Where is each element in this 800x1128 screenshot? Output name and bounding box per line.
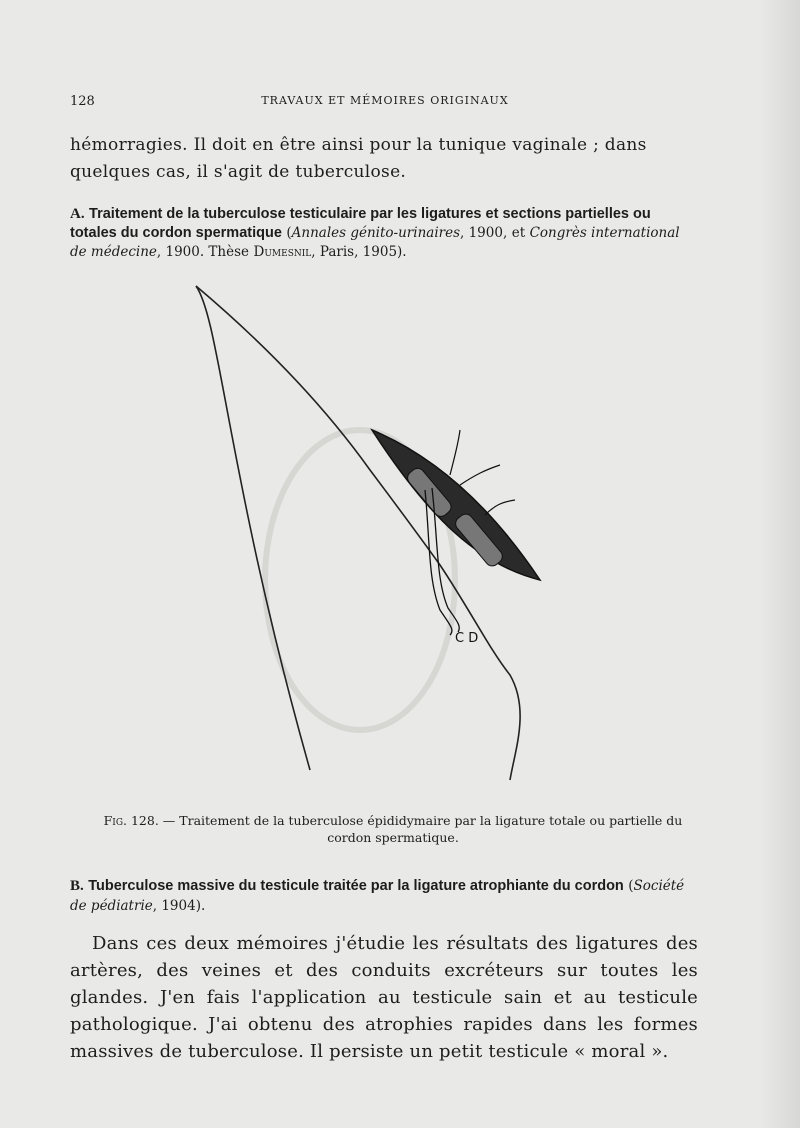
reference-a-title: Traitement de la tuberculose testiculaire par les ligatures et sections partielles ou totales du cordon spermatique [70, 206, 651, 241]
reference-a-congres: Congrès international de médecine [70, 225, 680, 260]
reference-a-label: A. [70, 206, 85, 222]
reference-a-journal: Annales génito-urinaires [291, 225, 461, 241]
running-header [70, 94, 630, 114]
reference-a [70, 205, 694, 262]
body-paragraph-text: Dans ces deux mémoires j'étudie les résultats des ligatures des artères, des veines et des conduits excréteurs sur toutes les glandes. J'en fais l'application au testicule sain et au testicule pathologique. J'ai obtenu des atrophies rapides dans les formes massives de tuberculose. Il persiste un petit testicule « moral ». [70, 933, 698, 1062]
ligature-thread-3 [485, 500, 515, 515]
reference-a-rest: , 1900. Thèse [156, 244, 250, 260]
reference-a-author: Dumesnil [253, 244, 312, 260]
page-number: 128 [70, 94, 95, 109]
reference-b-paren: ( [628, 878, 634, 894]
reference-a-paren: ( [286, 225, 292, 241]
reference-b-label: B. [70, 878, 84, 894]
figure-caption [88, 812, 698, 846]
figure-illustration [150, 280, 630, 800]
body-paragraph [70, 930, 698, 1065]
reference-b-title: Tuberculose massive du testicule traitée par la ligature atrophiante du cordon [88, 878, 624, 894]
reference-a-et: et [511, 225, 526, 241]
figure-caption-label: Fig. 128. [103, 813, 159, 828]
page-edge-shadow [760, 0, 800, 1128]
ligature-thread-2 [460, 465, 500, 485]
reference-b-journal: Société de pédiatrie [70, 878, 685, 914]
reference-a-end: , Paris, 1905). [311, 244, 407, 260]
reference-a-year: , 1900, [460, 225, 508, 241]
reference-b [70, 876, 694, 916]
running-title: TRAVAUX ET MÉMOIRES ORIGINAUX [261, 94, 509, 107]
intro-paragraph: hémorragies. Il doit en être ainsi pour la tunique vaginale ; dans quelques cas, il s'agit de tuberculose. [70, 135, 647, 182]
outline-left-line [196, 286, 310, 770]
reference-b-end: , 1904). [152, 898, 206, 914]
label-cd: C D [455, 631, 479, 646]
ligature-thread-1 [450, 430, 460, 475]
figure-caption-text: — Traitement de la tuberculose épididymaire par la ligature totale ou partielle du cordon spermatique. [158, 813, 683, 845]
